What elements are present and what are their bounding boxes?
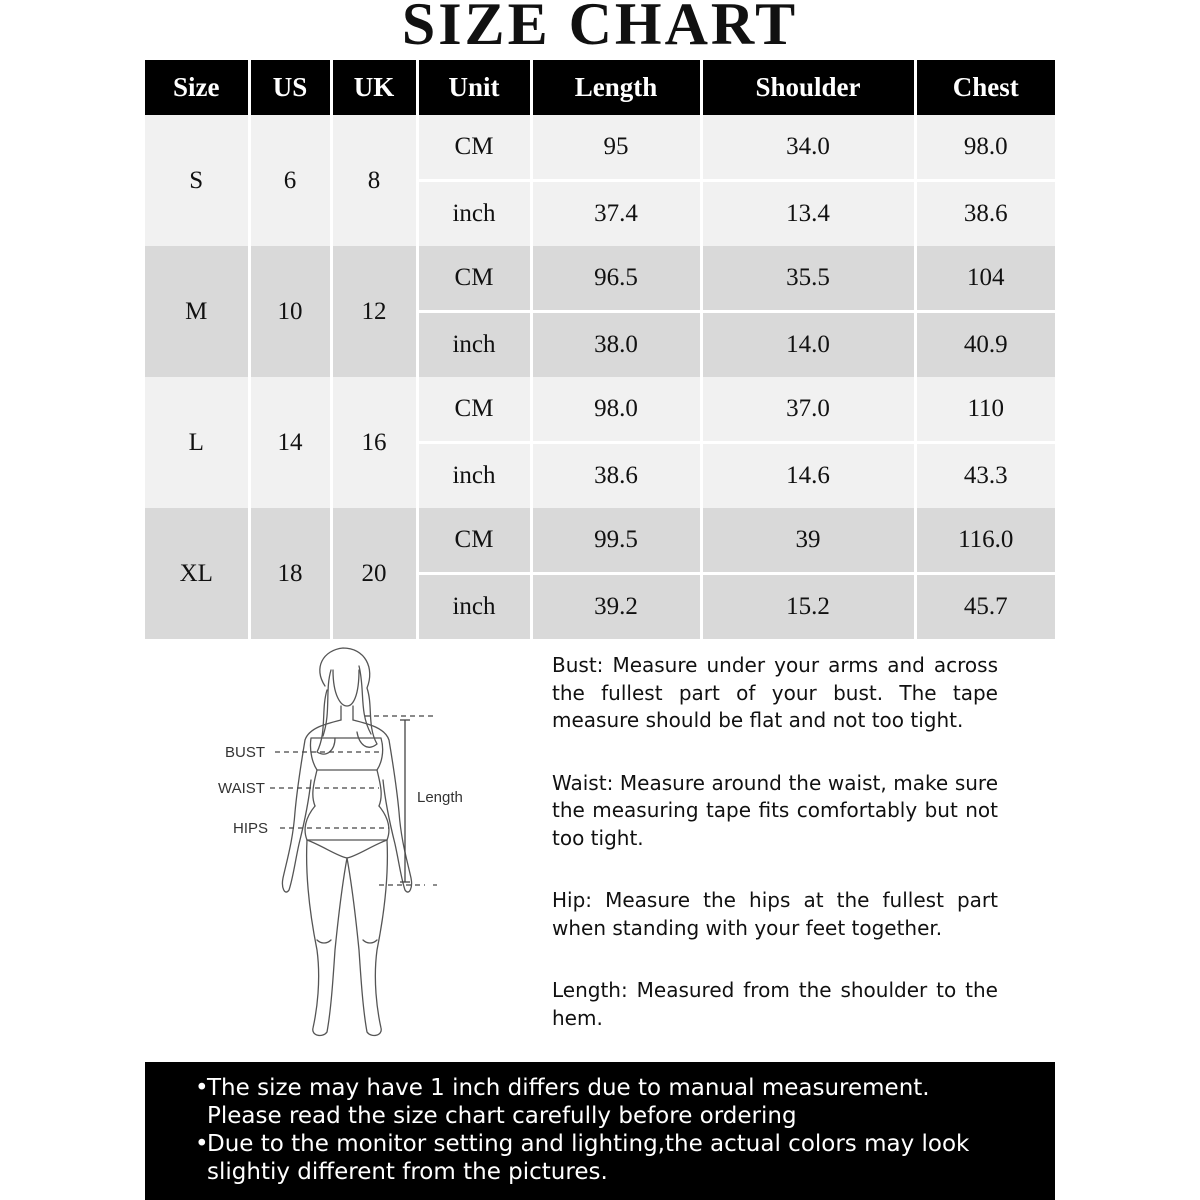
- us-cell: 18: [249, 508, 331, 639]
- size-group-l: [145, 377, 1055, 508]
- note-item: [195, 1130, 1047, 1186]
- header-size: Size: [145, 60, 249, 115]
- length-cell: 99.5: [531, 508, 701, 574]
- table-row: [145, 115, 1055, 181]
- size-group-s: [145, 115, 1055, 246]
- chest-cell: 45.7: [915, 574, 1055, 640]
- hips-label: HIPS: [233, 820, 269, 837]
- note-line: The size may have 1 inch differs due to manual measurement.: [207, 1075, 930, 1101]
- table-row: [145, 508, 1055, 574]
- unit-cell: CM: [417, 115, 531, 181]
- shoulder-cell: 34.0: [701, 115, 915, 181]
- unit-cell: CM: [417, 246, 531, 312]
- header-length: Length: [531, 60, 701, 115]
- note-line: Please read the size chart carefully before ordering: [207, 1103, 797, 1129]
- header-us: US: [249, 60, 331, 115]
- length-cell: 39.2: [531, 574, 701, 640]
- chest-cell: 40.9: [915, 312, 1055, 378]
- shoulder-cell: 37.0: [701, 377, 915, 443]
- header-uk: UK: [331, 60, 417, 115]
- unit-cell: inch: [417, 574, 531, 640]
- length-cell: 37.4: [531, 181, 701, 247]
- chest-cell: 104: [915, 246, 1055, 312]
- length-cell: 95: [531, 115, 701, 181]
- size-cell: XL: [145, 508, 249, 639]
- note-item: [195, 1074, 1047, 1130]
- note-line: slightiy different from the pictures.: [207, 1159, 608, 1185]
- body-measurement-figure: [145, 640, 535, 1050]
- header-shoulder: Shoulder: [701, 60, 915, 115]
- hip-instruction: Hip: Measure the hips at the fullest part when standing with your feet together.: [552, 888, 998, 940]
- bust-instruction: Bust: Measure under your arms and across the fullest part of your bust. The tape measure should be flat and not too tight.: [552, 653, 998, 732]
- waist-instruction: Waist: Measure around the waist, make sure the measuring tape fits comfortably but not too tight.: [552, 770, 998, 850]
- shoulder-cell: 15.2: [701, 574, 915, 640]
- header-unit: Unit: [417, 60, 531, 115]
- table-header-row: [145, 60, 1055, 115]
- size-cell: L: [145, 377, 249, 508]
- chest-cell: 116.0: [915, 508, 1055, 574]
- length-cell: 98.0: [531, 377, 701, 443]
- size-chart-table: [145, 60, 1055, 639]
- notes-banner: [145, 1062, 1055, 1200]
- bullet-icon: •: [195, 1075, 209, 1101]
- us-cell: 6: [249, 115, 331, 246]
- chest-cell: 38.6: [915, 181, 1055, 247]
- measurement-instructions: [552, 652, 998, 1067]
- bust-label: BUST: [225, 744, 266, 761]
- chest-cell: 43.3: [915, 443, 1055, 509]
- unit-cell: inch: [417, 312, 531, 378]
- chest-cell: 110: [915, 377, 1055, 443]
- uk-cell: 8: [331, 115, 417, 246]
- size-cell: S: [145, 115, 249, 246]
- length-label: Length: [417, 789, 463, 806]
- page-title: SIZE CHART: [401, 0, 799, 57]
- note-line: Due to the monitor setting and lighting,the actual colors may look: [207, 1131, 970, 1157]
- header-chest: Chest: [915, 60, 1055, 115]
- unit-cell: CM: [417, 377, 531, 443]
- size-cell: M: [145, 246, 249, 377]
- bullet-icon: •: [195, 1131, 209, 1157]
- table-row: [145, 377, 1055, 443]
- length-cell: 38.6: [531, 443, 701, 509]
- waist-label: WAIST: [218, 780, 265, 797]
- unit-cell: inch: [417, 443, 531, 509]
- shoulder-cell: 14.0: [701, 312, 915, 378]
- length-cell: 38.0: [531, 312, 701, 378]
- us-cell: 10: [249, 246, 331, 377]
- uk-cell: 16: [331, 377, 417, 508]
- size-group-m: [145, 246, 1055, 377]
- table-row: [145, 246, 1055, 312]
- length-cell: 96.5: [531, 246, 701, 312]
- body-figure-icon: [145, 640, 535, 1050]
- size-group-xl: [145, 508, 1055, 639]
- shoulder-cell: 39: [701, 508, 915, 574]
- unit-cell: CM: [417, 508, 531, 574]
- length-instruction: Length: Measured from the shoulder to the hem.: [552, 978, 998, 1030]
- shoulder-cell: 35.5: [701, 246, 915, 312]
- shoulder-cell: 13.4: [701, 181, 915, 247]
- uk-cell: 12: [331, 246, 417, 377]
- shoulder-cell: 14.6: [701, 443, 915, 509]
- chest-cell: 98.0: [915, 115, 1055, 181]
- unit-cell: inch: [417, 181, 531, 247]
- us-cell: 14: [249, 377, 331, 508]
- uk-cell: 20: [331, 508, 417, 639]
